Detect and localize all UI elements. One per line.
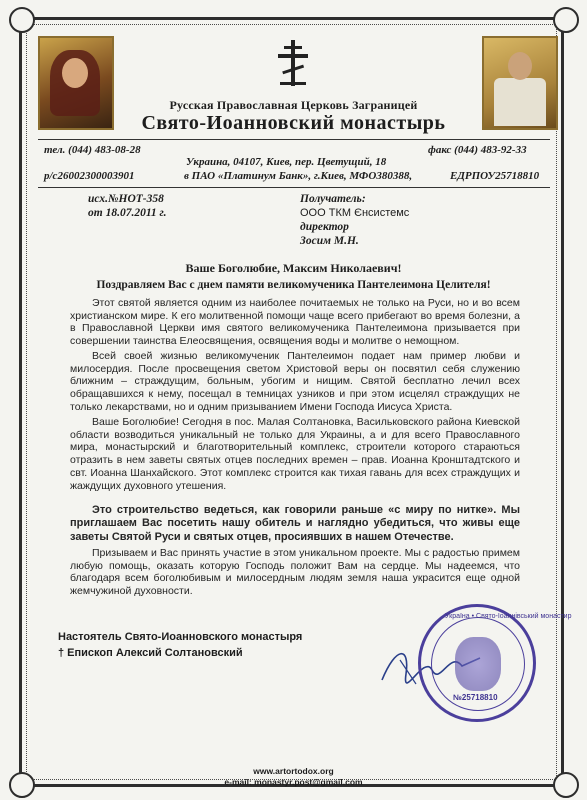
- monastery-name: Свято-Иоанновский монастырь: [141, 112, 446, 134]
- recipient-org: ООО ТКМ Єнсистемс: [300, 207, 410, 219]
- seal-text: Україна • Свято-Іоаннівський монастир: [445, 613, 572, 620]
- fax-number: факс (044) 483-92-33: [428, 144, 527, 156]
- recipient-label: Получатель:: [300, 193, 366, 205]
- reference-number: исх.№НОТ-358: [88, 193, 164, 205]
- border-corner-ornament: [9, 7, 35, 33]
- signatory-name: † Епископ Алексий Солтановский: [58, 647, 243, 659]
- paragraph-1: Этот святой является одним из наиболее почитаемых не только на Руси, но и во всем христианском мире. К его молитвенной помощи чаще всего прибегают во время болезни, а в Православной Церкви имя святого великомученика Пантелеимона призывается при совершении таинства Елеосвящения, освящения воды и молитве о немощном.: [70, 297, 520, 348]
- recipient-role: директор: [300, 221, 349, 233]
- paragraph-2: Всей своей жизнью великомученик Пантелеимон подает нам пример любви и милосердия. После просвещения светом Христовой веры он посвятил себя служению ближним – страждущим, больным, убогим и нищим. Святой бесплатно лечил всех обращавшихся к нему, посещал в темницах узников и при этом исцелял страждущих не только лекарствами, но и одним призыванием Имени Господа Иисуса Христа.: [70, 350, 520, 413]
- greeting: Ваше Боголюбие, Максим Николаевич!: [185, 261, 402, 275]
- monastery-seal: [418, 604, 572, 722]
- congratulation-line: Поздравляем Вас с днем памяти великомученика Пантелеимона Целителя!: [96, 279, 491, 291]
- paragraph-4: Это строительство ведеться, как говорили раньше «с миру по нитке». Мы приглашаем Вас посетить нашу обитель и наглядно убедиться, что живы еще заветы Святой Руси и святых отцев, просиявших в нашем Отечестве.: [70, 504, 520, 543]
- letter-date: от 18.07.2011 г.: [88, 207, 167, 219]
- church-name: Русская Православная Церковь Заграницей: [169, 98, 418, 112]
- border-corner-ornament: [553, 7, 579, 33]
- website-link[interactable]: www.artortodox.org: [253, 766, 334, 776]
- paragraph-5: Призываем и Вас принять участие в этом уникальном проекте. Мы с радостью примем любую помощь, оказать которую Господь положит Вам на сердце. Мы надеемся, что благодаря всем боголюбивым и милосердным людям земля наша украсится еще одной жемчужиной духовности.: [70, 547, 520, 598]
- address: Украина, 04107, Киев, пер. Цветущий, 18: [186, 156, 387, 168]
- seal-number: №25718810: [453, 693, 498, 702]
- orthodox-cross-icon: [274, 38, 312, 88]
- paragraph-3: Ваше Боголюбие! Сегодня в пос. Малая Солтановка, Васильковского района Киевской области возводиться уникальный не только для Украины, а и для всего Православного мира, монастырский и благотворительный комплекс, строители которого стараються отразить в нем заветы святых отцев последних времен – прав. Иоанна Кронштадтского и свт. Иоанна Шанхайского. Этот комплекс строится как тихая гавань для всех страждущих и жаждущих духовного утешения.: [70, 416, 520, 492]
- bank-account: р/с26002300003901: [44, 170, 135, 182]
- edrpou-code: ЕДРПОУ25718810: [450, 170, 540, 182]
- phone-number: тел. (044) 483-08-28: [44, 144, 141, 156]
- email-link[interactable]: e-mail: monastyr.post@gmail.com: [224, 777, 363, 787]
- header-divider: [38, 139, 550, 140]
- signatory-title: Настоятель Свято-Иоанновского монастыря: [58, 631, 303, 643]
- header-divider: [38, 187, 550, 188]
- recipient-name: Зосим М.Н.: [300, 235, 359, 247]
- bank-details: в ПАО «Платинум Банк», г.Киев, МФО380388,: [184, 170, 413, 182]
